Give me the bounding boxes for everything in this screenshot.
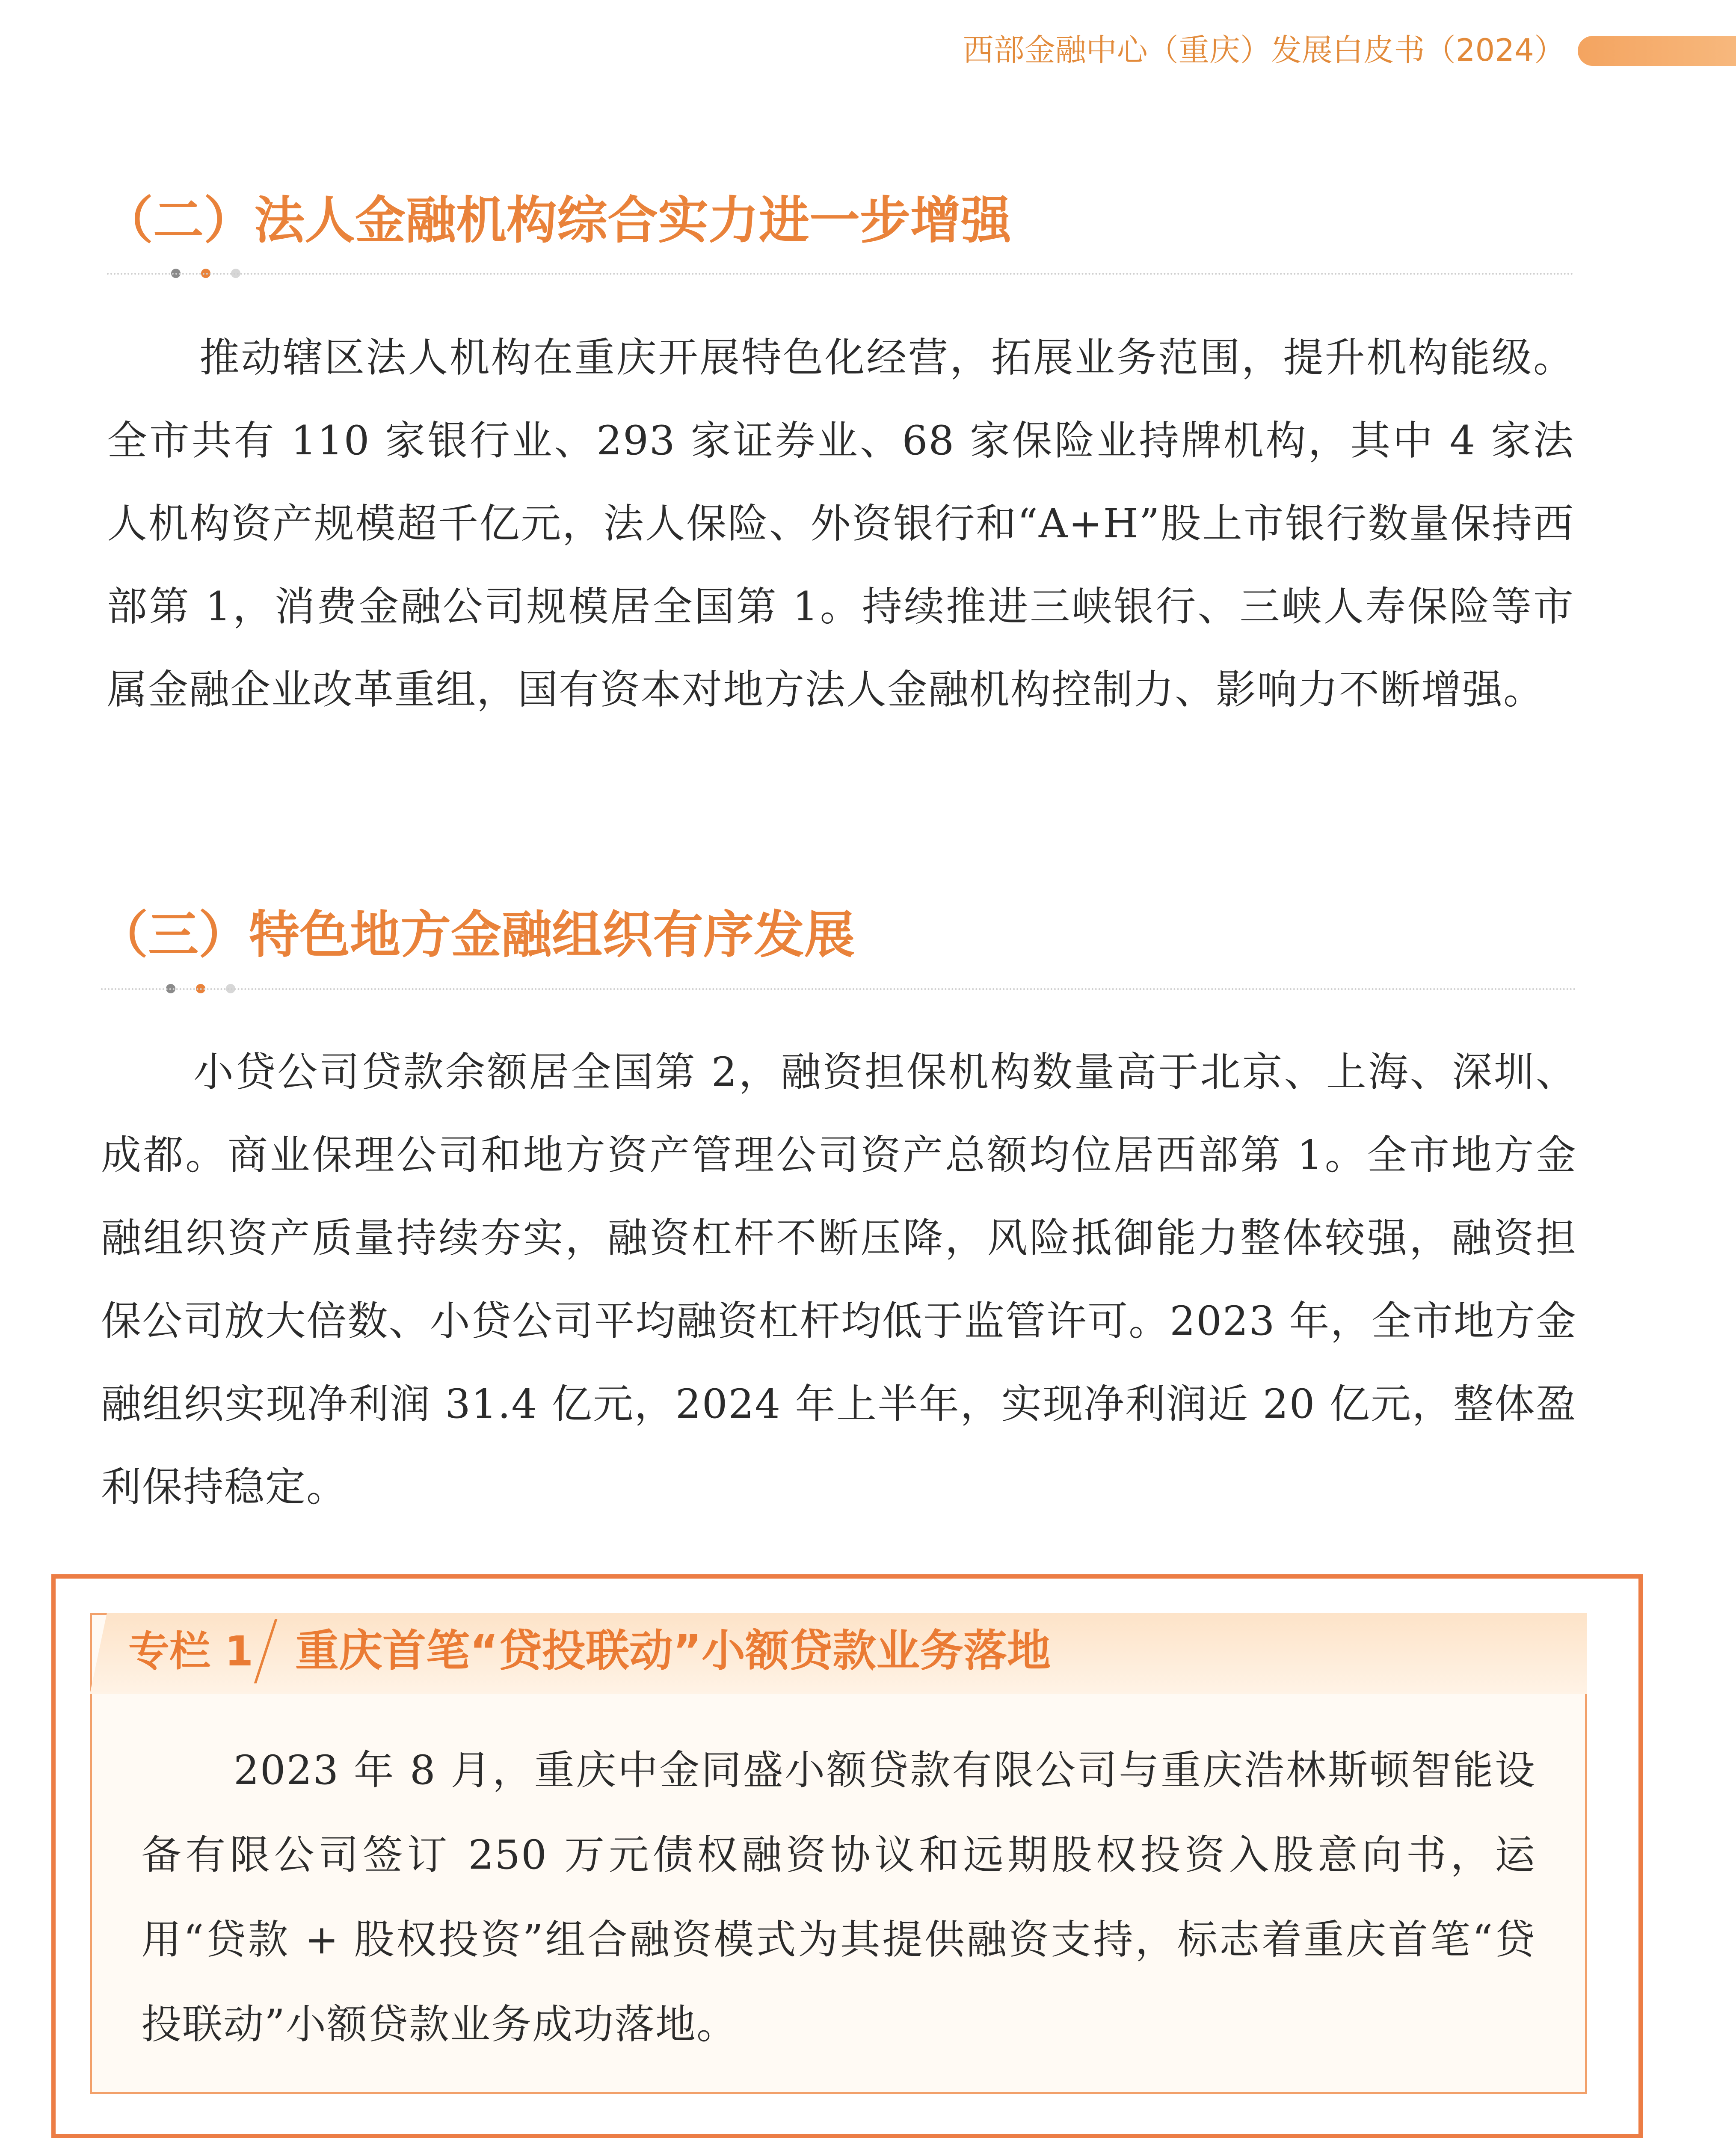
section-heading-3: （三）特色地方金融组织有序发展 (98, 905, 855, 964)
running-header-title: 西部金融中心（重庆）发展白皮书（2024） (963, 32, 1565, 68)
sidebar-title: 重庆首笔“贷投联动”小额贷款业务落地 (295, 1626, 1051, 1677)
section-3-paragraph: 小贷公司贷款余额居全国第 2，融资担保机构数量高于北京、上海、深圳、成都。商业保理公司和地方资产管理公司资产总额均位居西部第 1。全市地方金融组织资产质量持续夯实，融资杠杆不断压降，风险抵御能力整体较强，融资担保公司放大倍数、小贷公司平均融资杠杆均低于监管许可。2023 年，全市地方金融组织实现净利润 31.4 亿元，2024 年上半年，实现净利润近 20 亿元，整体盈利保持稳定。 (101, 1049, 1577, 1511)
section-rule-2 (107, 273, 1574, 275)
sidebar-label: 专栏 1 (128, 1627, 254, 1675)
section-rule-3 (101, 988, 1577, 990)
section-heading-2: （二）法人金融机构综合实力进一步增强 (103, 191, 1012, 250)
section-2-paragraph: 推动辖区法人机构在重庆开展特色化经营，拓展业务范围，提升机构能级。全市共有 110 家银行业、293 家证券业、68 家保险业持牌机构，其中 4 家法人机构资产规模超千亿元，法人保险、外资银行和“A+H”股上市银行数量保持西部第 1，消费金融公司规模居全国第 1。持续推进三峡银行、三峡人寿保险等市属金融企业改革重组，国有资本对地方法人金融机构控制力、影响力不断增强。 (107, 335, 1574, 713)
running-header (963, 27, 1736, 69)
sidebar-paragraph: 2023 年 8 月，重庆中金同盛小额贷款有限公司与重庆浩林斯顿智能设备有限公司签订 250 万元债权融资协议和远期股权投资入股意向书，运用“贷款 + 股权投资”组合融资模式为其提供融资支持，标志着重庆首笔“贷投联动”小额贷款业务成功落地。 (141, 1747, 1536, 2048)
header-accent-tab (1578, 36, 1736, 66)
